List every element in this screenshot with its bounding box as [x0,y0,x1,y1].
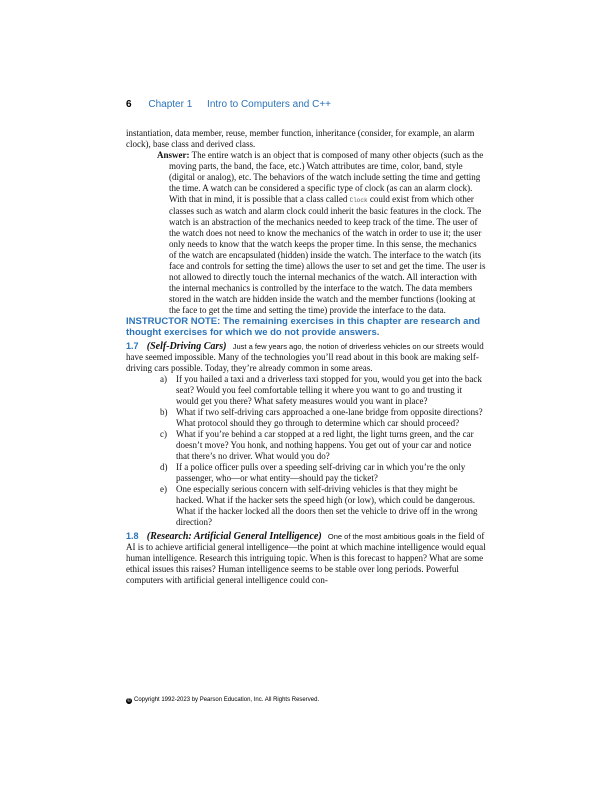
page-footer [126,697,319,704]
list-marker: e) [160,484,167,494]
instructor-note: INSTRUCTOR NOTE: The remaining exercises in this chapter are research and thought exercises for which we do not provide answers. [126,316,481,338]
clock-class-name: Clock [349,197,368,204]
answer-paragraph [126,150,486,316]
exercise-1-7-intro [126,341,486,374]
exercise-text: streets would have seemed impossible. Many of the technologies you’ll read about in this book are making self-driving cars possible. Today, they’re already common in some areas. [126,341,484,373]
exercise-1-8 [126,531,486,586]
exercise-1-7 [126,341,486,528]
list-item-text: What if you’re behind a car stopped at a red light, the light turns green, and the car doesn’t move? You honk, and nothing happens. You get out of your car and notice that there’s no driver. What would you do? [176,429,474,461]
list-item [126,429,486,462]
list-marker: c) [160,429,167,439]
chapter-label: Chapter 1 [148,99,193,110]
exercise-lead: One of the most ambitious goals in the [327,532,456,541]
list-item [126,484,486,528]
exercise-title: (Research: Artificial General Intelligence) [146,531,322,542]
list-item [126,407,486,429]
exercise-lead: Just a few years ago, the notion of driverless vehicles on our [232,342,434,351]
exercise-number: 1.8 [126,531,139,541]
page-body [126,128,486,586]
exercise-text: field of AI is to achieve artificial general intelligence—the point at which machine intelligence would equal human intelligence. Research this intriguing topic. When is this forecast to happen? What are some ethical issues this raises? Human intelligence seems to be stable over long periods. Powerful computers with artificial general intelligence could con- [126,531,486,585]
list-item-text: If you hailed a taxi and a driverless taxi stopped for you, would you get into the back seat? Would you feel comfortable telling it where you want to go and trusting it would get you there? What safety measures would you want in place? [176,374,482,406]
exercise-number: 1.7 [126,341,139,351]
list-marker: b) [160,407,168,417]
exercise-title: (Self-Driving Cars) [146,341,227,352]
list-marker: a) [160,374,167,384]
exercise-1-7-list [126,374,486,528]
list-item-text: What if two self-driving cars approached a one-lane bridge from opposite directions? What protocol should they go through to determine which car should proceed? [176,407,483,428]
page-number: 6 [126,99,132,110]
copyright-text: Copyright 1992-2023 by Pearson Education, Inc. All Rights Reserved. [134,697,320,703]
list-item [126,462,486,484]
intro-paragraph: instantiation, data member, reuse, member function, inheritance (consider, for example, an alarm clock), base class and derived class. [126,128,475,149]
answer-label: Answer: [157,150,190,160]
exercise-1-8-intro [126,531,486,586]
answer-text-part1: The entire watch is an object that is composed of many other objects (such as the moving parts, the band, the face, etc.) Watch attributes are time, color, band, style (digital or analog), etc. The behaviors of the watch include setting the time and getting the time. A watch can be considered a specific type of clock (as can an alarm clock). With that in mind, it is possible that a class called [169,150,484,204]
answer-text-part2: could exist from which other classes such as watch and alarm clock could inherit the basic features in the clock. The watch is an abstraction of the mechanics needed to keep track of the time. The user of the watch does not need to know the mechanics of the watch in order to use it; the user only needs to know that the watch keeps the proper time. In this sense, the mechanics of the watch are encapsulated (hidden) inside the watch. The interface to the watch (its face and controls for setting the time) allows the user to set and get the time. The user is not allowed to directly touch the internal mechanics of the watch. All interaction with the internal mechanics is controlled by the interface to the watch. The data members stored in the watch are hidden inside the watch and the member functions (looking at the face to get the time and setting the time) provide the interface to the data. [169,194,486,315]
list-marker: d) [160,462,168,472]
list-item-text: One especially serious concern with self-driving vehicles is that they might be hacked. What if the hacker sets the speed high (or low), which could be dangerous. What if the hacker locked all the doors then set the vehicle to drive off in the wrong direction? [176,484,478,527]
copyright-icon: © [127,698,131,704]
page-header [126,99,331,110]
list-item [126,374,486,407]
chapter-title: Intro to Computers and C++ [207,99,332,110]
list-item-text: If a police officer pulls over a speeding self-driving car in which you’re the only passenger, who—or what entity—should pay the ticket? [176,462,466,483]
